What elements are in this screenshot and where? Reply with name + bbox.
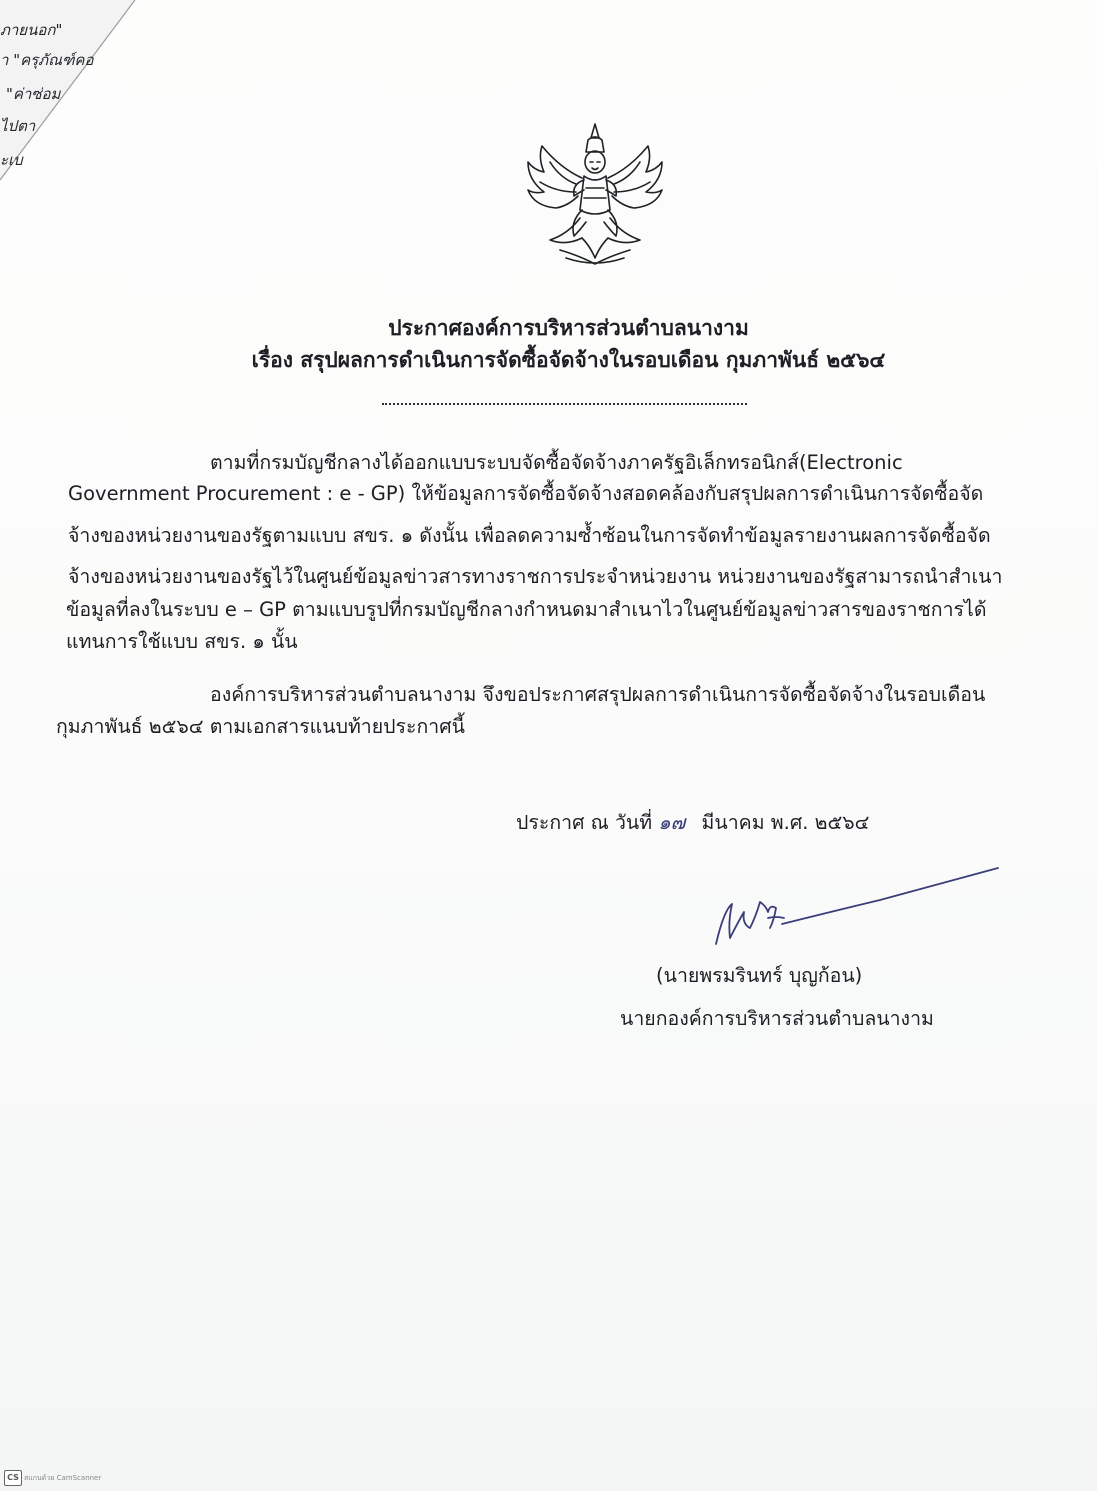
corner-text-1: ภายนอก" xyxy=(0,21,63,39)
corner-text-4: ไปตา xyxy=(0,117,36,135)
paragraph2-line2: กุมภาพันธ์ ๒๕๖๔ ตามเอกสารแนบท้ายประกาศนี้ xyxy=(56,715,465,738)
dotted-divider xyxy=(382,403,747,405)
paragraph1-line2: Government Procurement : e - GP) ให้ข้อมูลการจัดซื้อจัดจ้างสอดคล้องกับสรุปผลการดำเนินการจัดซื้อจัด xyxy=(68,482,984,505)
announcement-title: ประกาศองค์การบริหารส่วนตำบลนางาม xyxy=(388,316,749,340)
paragraph1-line5: ข้อมูลที่ลงในระบบ e – GP ตามแบบรูปที่กรมบัญชีกลางกำหนดมาสำเนาไวในศูนย์ข้อมูลข่าวสารของราชการได้ xyxy=(66,598,987,621)
date-prefix: ประกาศ ณ วันที่ xyxy=(516,811,653,834)
underlying-page-corner xyxy=(0,0,140,185)
handwritten-day: ๑๗ xyxy=(658,811,686,834)
signatory-name: (นายพรมรินทร์ บุญก้อน) xyxy=(656,964,863,987)
paragraph2-line1: องค์การบริหารส่วนตำบลนางาม จึงขอประกาศสรุปผลการดำเนินการจัดซื้อจัดจ้างในรอบเดือน xyxy=(210,683,986,706)
announcement-date xyxy=(516,813,869,833)
corner-text-3: "ค่าซ่อม xyxy=(6,85,61,103)
camscanner-logo-icon: CS xyxy=(4,1470,22,1486)
paragraph1-line3: จ้างของหน่วยงานของรัฐตามแบบ สขร. ๑ ดังนั้น เพื่อลดความซ้ำซ้อนในการจัดทำข้อมูลรายงานผลการจัดซื้อจัด xyxy=(68,524,991,547)
scanner-watermark: สแกนด้วย CamScanner xyxy=(24,1474,102,1482)
date-month-year: มีนาคม พ.ศ. ๒๕๖๔ xyxy=(701,811,870,834)
handwritten-signature xyxy=(710,862,1000,952)
garuda-emblem-icon xyxy=(520,118,670,270)
paragraph1-line1: ตามที่กรมบัญชีกลางได้ออกแบบระบบจัดซื้อจัดจ้างภาครัฐอิเล็กทรอนิกส์(Electronic xyxy=(210,451,903,474)
announcement-subject: เรื่อง สรุปผลการดำเนินการจัดซื้อจัดจ้างในรอบเดือน กุมภาพันธ์ ๒๕๖๔ xyxy=(251,348,886,372)
corner-text-5: ะเบ xyxy=(0,151,23,169)
corner-text-2: า "ครุภัณฑ์คอ xyxy=(0,51,94,69)
paragraph1-line4: จ้างของหน่วยงานของรัฐไว้ในศูนย์ข้อมูลข่าวสารทางราชการประจำหน่วยงาน หน่วยงานของรัฐสามารถนำสำเนา xyxy=(68,565,1003,588)
paragraph1-line6: แทนการใช้แบบ สขร. ๑ นั้น xyxy=(66,630,298,653)
signatory-position: นายกองค์การบริหารส่วนตำบลนางาม xyxy=(620,1007,934,1030)
